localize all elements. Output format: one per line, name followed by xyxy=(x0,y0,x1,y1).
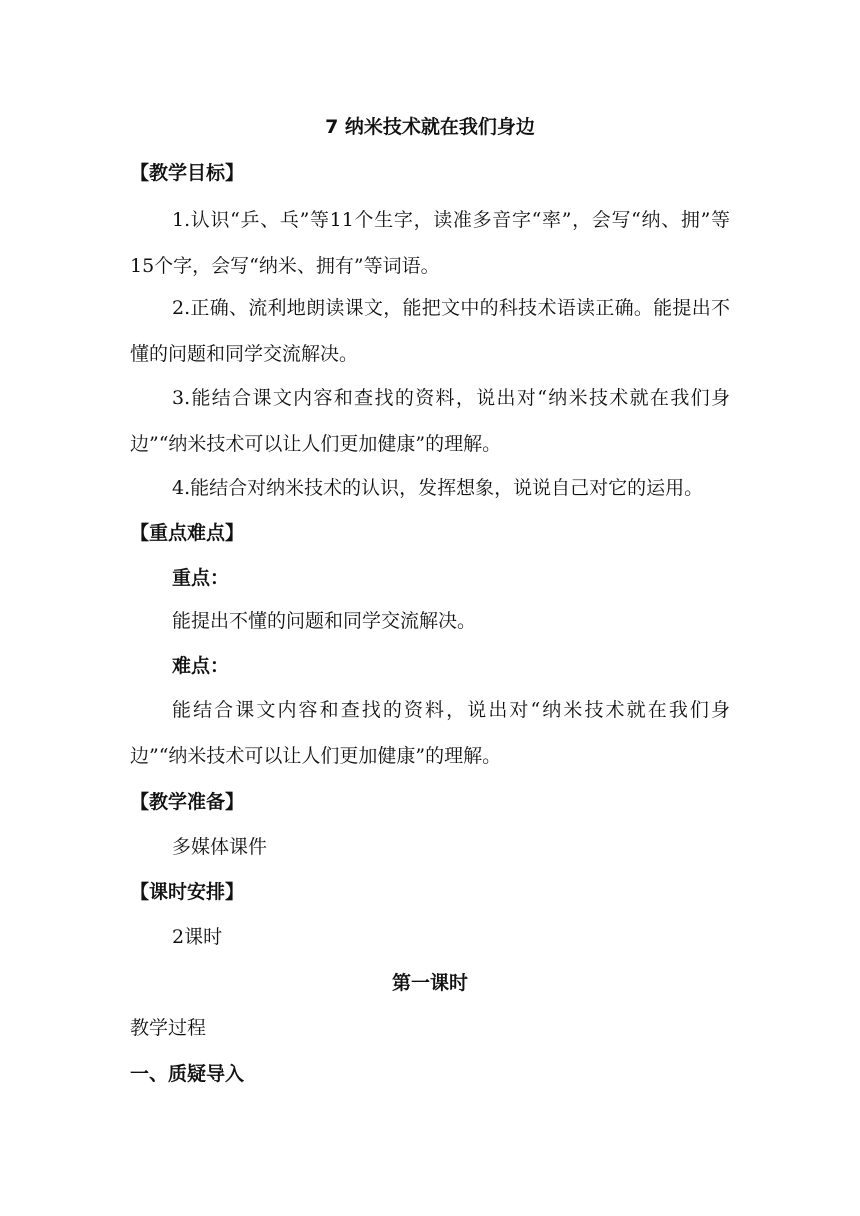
lesson-title: 7 纳米技术就在我们身边 xyxy=(325,116,535,138)
process-label: 教学过程 xyxy=(130,1017,207,1039)
key-points-heading: 【重点难点】 xyxy=(130,522,245,544)
objective-item-1: 1.认识“乒、乓”等11个生字，读准多音字“率”，会写“纳、拥”等15个字，会写“纳米、拥有”等词语。 xyxy=(130,209,730,277)
difficulty-label: 难点： xyxy=(172,655,230,677)
key-point-label: 重点： xyxy=(172,567,230,589)
schedule-text: 2课时 xyxy=(172,926,223,948)
section-one-heading: 一、质疑导入 xyxy=(130,1063,245,1085)
key-point-text: 能提出不懂的问题和同学交流解决。 xyxy=(172,610,477,632)
objective-item-3: 3.能结合课文内容和查找的资料，说出对“纳米技术就在我们身边”“纳米技术可以让人们更加健康”的理解。 xyxy=(130,387,730,455)
preparation-heading: 【教学准备】 xyxy=(130,791,245,813)
objective-item-2: 2.正确、流利地朗读课文，能把文中的科技术语读正确。能提出不懂的问题和同学交流解决。 xyxy=(130,297,730,365)
schedule-heading: 【课时安排】 xyxy=(130,881,245,903)
difficulty-text: 能结合课文内容和查找的资料，说出对“纳米技术就在我们身边”“纳米技术可以让人们更加健康”的理解。 xyxy=(130,699,730,767)
objective-item-4: 4.能结合对纳米技术的认识，发挥想象，说说自己对它的运用。 xyxy=(172,477,704,499)
first-lesson-heading: 第一课时 xyxy=(391,972,468,994)
preparation-text: 多媒体课件 xyxy=(172,836,268,858)
objectives-heading: 【教学目标】 xyxy=(130,162,245,184)
